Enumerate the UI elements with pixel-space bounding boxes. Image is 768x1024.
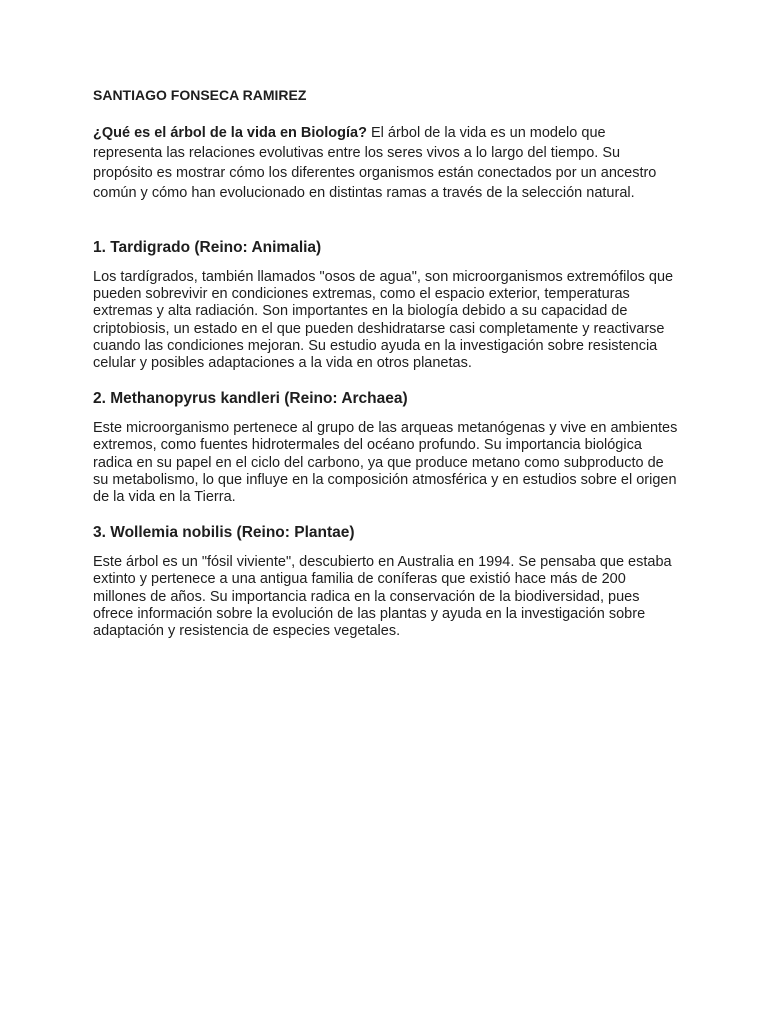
section-body: Este microorganismo pertenece al grupo de las arqueas metanógenas y vive en ambientes extremos, como fuentes hidrotermales del océano profundo. Su importancia biológica radica en su papel en el ciclo del carbono, ya que produce metano como subproducto de su metabolismo, lo que influye en la composición atmosférica y en estudios sobre el origen de la vida en la Tierra. [93, 420, 678, 506]
section-body: Este árbol es un "fósil viviente", descubierto en Australia en 1994. Se pensaba que estaba extinto y pertenece a una antigua familia de coníferas que existió hace más de 200 millones de años. Su importancia radica en la conservación de la biodiversidad, pues ofrece información sobre la evolución de las plantas y ayuda en la investigación sobre adaptación y resistencia de especies vegetales. [93, 554, 672, 640]
intro-text: El árbol de la vida es un modelo que representa las relaciones evolutivas entre los seres vivos a lo largo del tiempo. Su propósito es mostrar cómo los diferentes organismos están conectados por un ancestro común y cómo han evolucionado en distintas ramas a través de la selección natural. [93, 125, 657, 201]
section-body: Los tardígrados, también llamados "osos de agua", son microorganismos extremófilos que pueden sobrevivir en condiciones extremas, como el espacio exterior, temperaturas extremas y alta radiación. Son importantes en la biología debido a su capacidad de criptobiosis, un estado en el que pueden deshidratarse casi completamente y reactivarse cuando las condiciones mejoran. Su estudio ayuda en la investigación sobre resistencia celular y posibles adaptaciones a la vida en otros planetas. [93, 269, 674, 372]
section-title: 1. Tardigrado (Reino: Animalia) [93, 239, 322, 256]
intro-question: ¿Qué es el árbol de la vida en Biología? [93, 125, 367, 141]
section-methanopyrus [93, 388, 678, 506]
author-name: SANTIAGO FONSECA RAMIREZ [93, 87, 307, 103]
section-tardigrado [93, 237, 678, 372]
section-title: 2. Methanopyrus kandleri (Reino: Archaea) [93, 390, 408, 408]
section-title: 3. Wollemia nobilis (Reino: Plantae) [93, 524, 355, 542]
document-page [93, 85, 678, 640]
intro-paragraph [93, 123, 678, 203]
section-wollemia [93, 522, 678, 640]
